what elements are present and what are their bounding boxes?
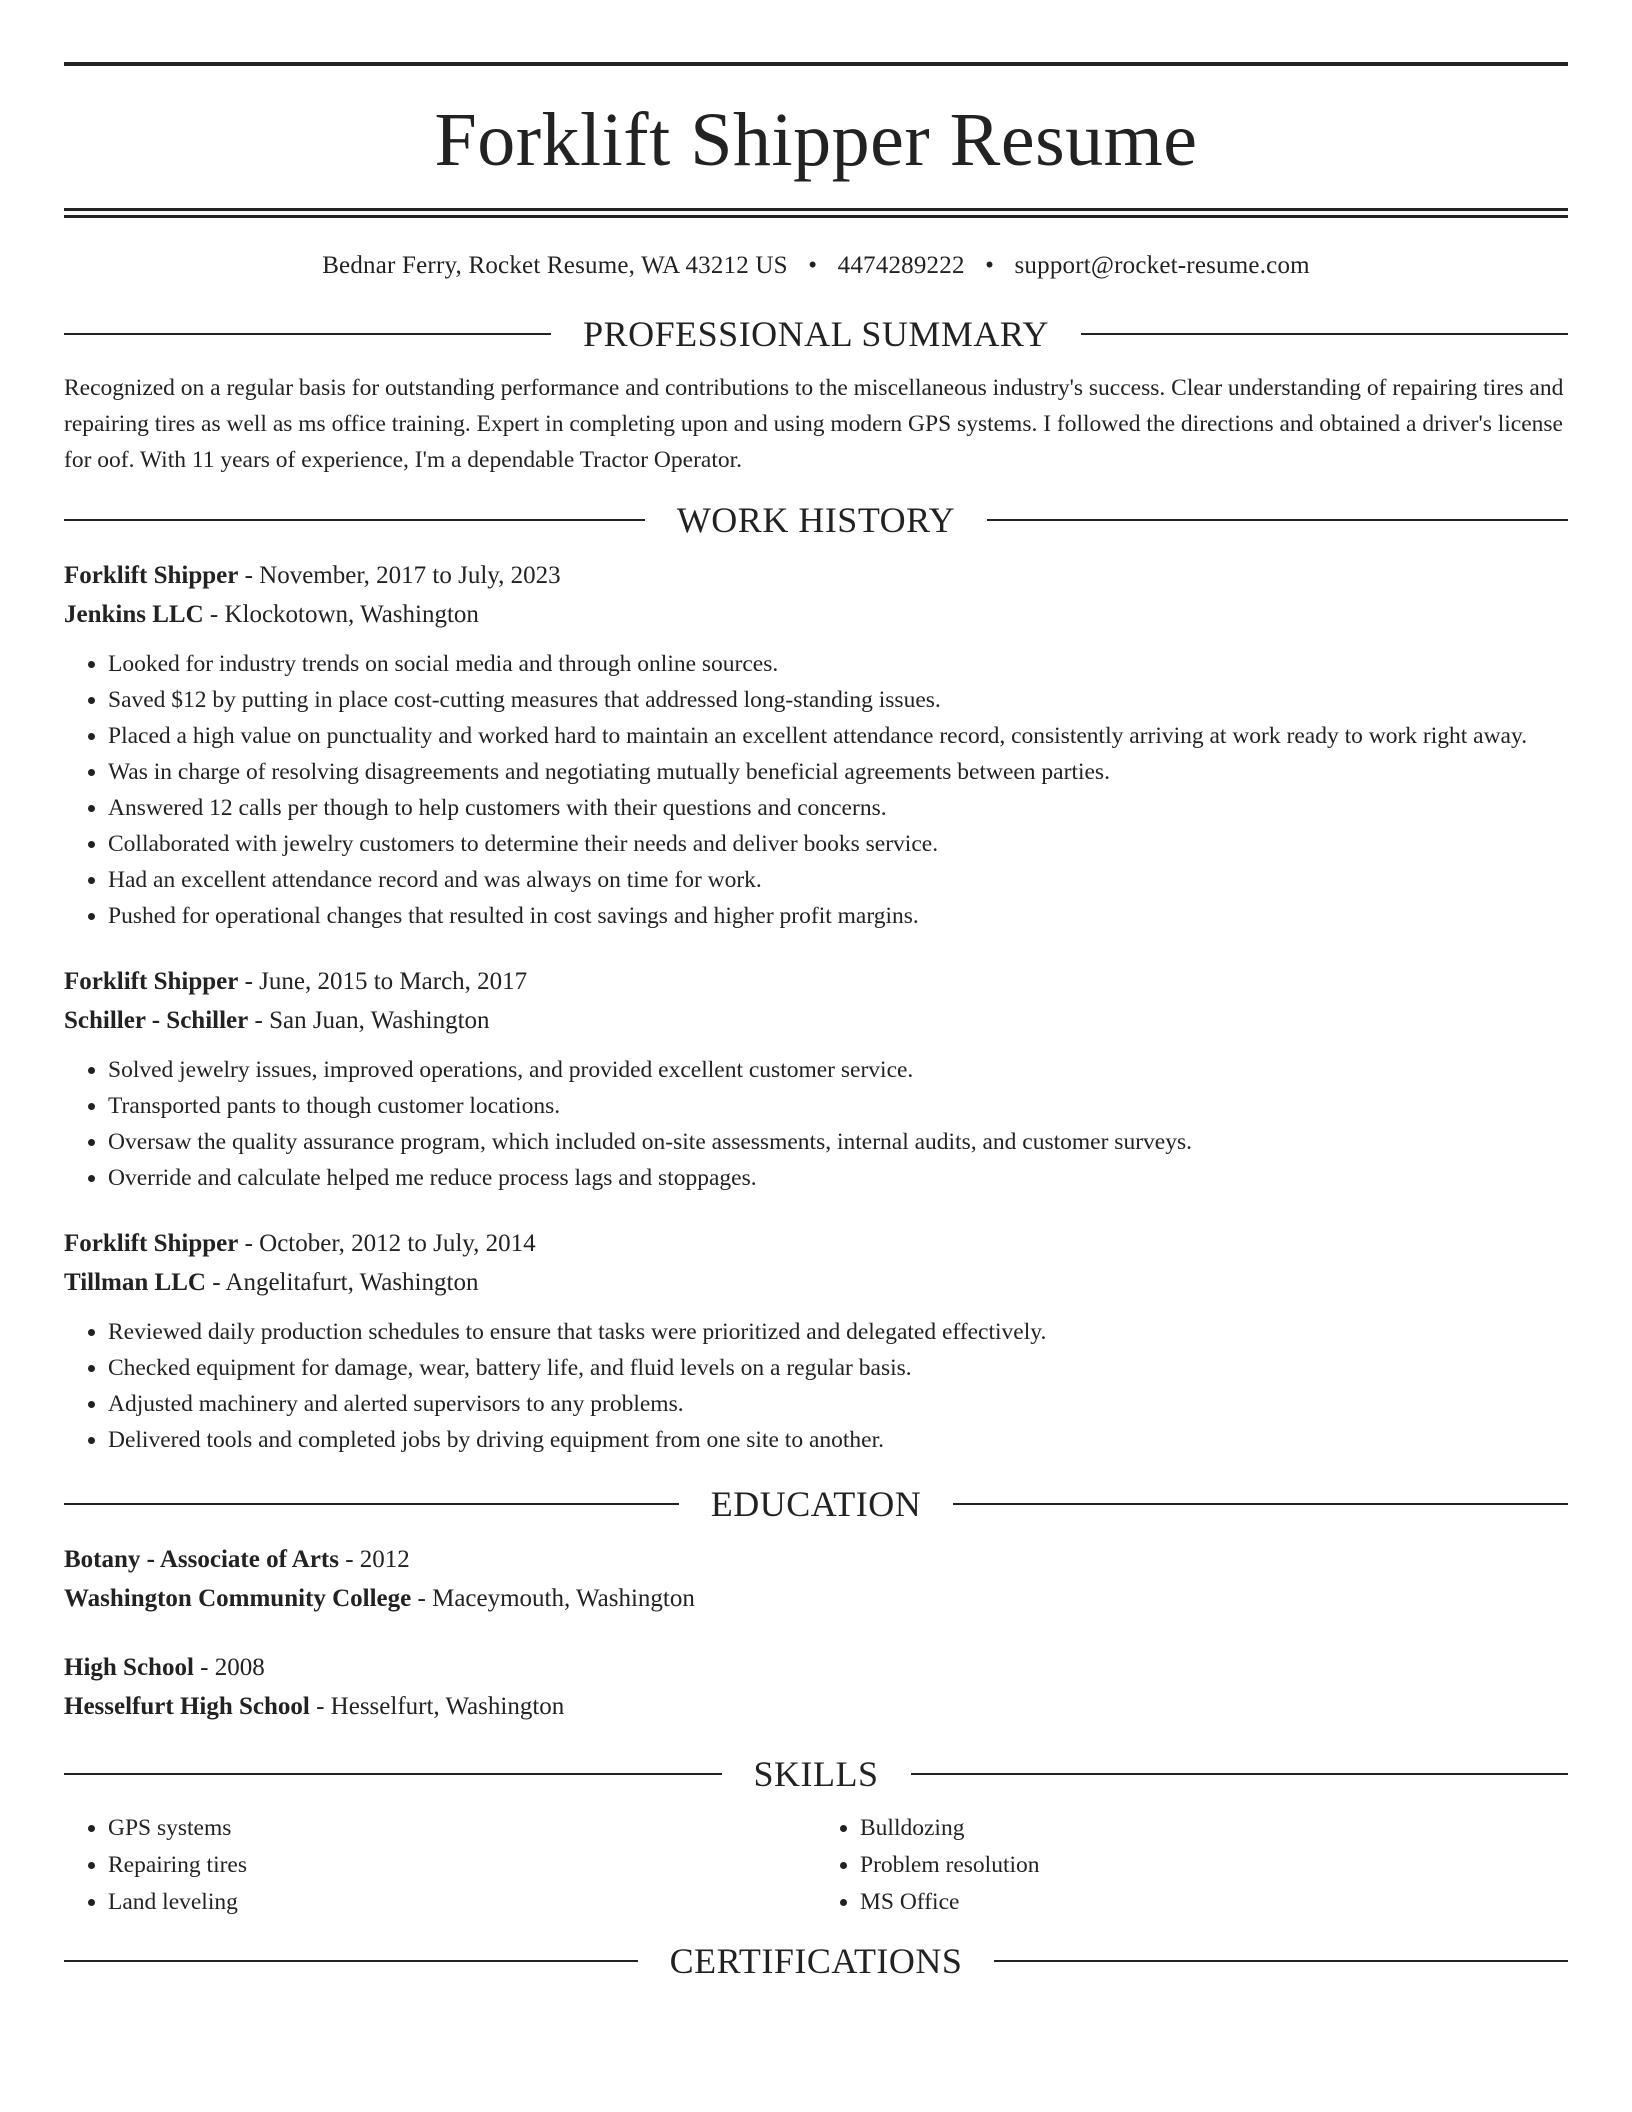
section-header-skills xyxy=(64,1756,1568,1792)
job-title: Forklift Shipper xyxy=(64,968,239,995)
job-bullet: • Had an excellent attendance record and was always on time for work. xyxy=(108,862,1568,898)
section-rule xyxy=(64,1503,679,1505)
section-title: EDUCATION xyxy=(710,1484,922,1524)
section-rule xyxy=(64,519,645,521)
education-year: - 2008 xyxy=(193,1654,265,1681)
job-bullet: • Reviewed daily production schedules to ensure that tasks were prioritized and delegated effectively. xyxy=(108,1314,1568,1350)
job-bullet: • Delivered tools and completed jobs by driving equipment from one site to another. xyxy=(108,1422,1568,1458)
job-company: Tillman LLC xyxy=(64,1269,206,1296)
section-title: PROFESSIONAL SUMMARY xyxy=(583,314,1049,354)
job-bullet: • Checked equipment for damage, wear, battery life, and fluid levels on a regular basis. xyxy=(108,1350,1568,1386)
education-degree: Botany - Associate of Arts xyxy=(64,1546,339,1573)
section-rule xyxy=(1081,333,1568,335)
job-company-line xyxy=(64,1001,1568,1040)
section-rule xyxy=(987,519,1568,521)
resume-title: Forklift Shipper Resume xyxy=(434,98,1198,182)
education-location: - Maceymouth, Washington xyxy=(411,1585,695,1612)
skill-item: • Bulldozing xyxy=(860,1810,1568,1847)
job-company-line xyxy=(64,595,1568,634)
job-bullet: • Looked for industry trends on social media and through online sources. xyxy=(108,646,1568,682)
section-rule xyxy=(953,1503,1568,1505)
job-title: Forklift Shipper xyxy=(64,1230,239,1257)
job-location: - Angelitafurt, Washington xyxy=(205,1269,479,1296)
education-degree-line xyxy=(64,1648,1568,1687)
job-title: Forklift Shipper xyxy=(64,562,239,589)
job-entry xyxy=(64,1224,1568,1458)
skill-item: • Problem resolution xyxy=(860,1847,1568,1884)
job-location: - Klockotown, Washington xyxy=(203,601,479,628)
contact-separator: • xyxy=(985,252,995,279)
section-rule xyxy=(64,1773,722,1775)
job-bullets xyxy=(64,646,1568,934)
job-bullets xyxy=(64,1052,1568,1196)
job-bullets xyxy=(64,1314,1568,1458)
skills-grid xyxy=(64,1810,1568,1921)
section-header-education xyxy=(64,1486,1568,1522)
job-bullet: • Solved jewelry issues, improved operations, and provided excellent customer service. xyxy=(108,1052,1568,1088)
job-bullet: • Saved $12 by putting in place cost-cutting measures that addressed long-standing issues. xyxy=(108,682,1568,718)
job-entry xyxy=(64,556,1568,934)
job-bullet: • Transported pants to though customer locations. xyxy=(108,1088,1568,1124)
summary-text: Recognized on a regular basis for outstanding performance and contributions to the miscellaneous industry's success. Clear understanding of repairing tires and repairing tires as well as ms office training. Expert in completing upon and using modern GPS systems. I followed the directions and obtained a driver's license for oof. With 11 years of experience, I'm a dependable Tractor Operator. xyxy=(64,375,1564,473)
section-header-work-history xyxy=(64,502,1568,538)
job-title-line xyxy=(64,556,1568,595)
contact-line xyxy=(64,252,1568,280)
section-title: WORK HISTORY xyxy=(676,500,956,540)
job-bullet: • Placed a high value on punctuality and worked hard to maintain an excellent attendance record, consistently arriving at work ready to work right away. xyxy=(108,718,1568,754)
skill-item: • Repairing tires xyxy=(108,1847,816,1884)
section-rule xyxy=(994,1960,1568,1962)
top-rule xyxy=(64,62,1568,66)
title-double-rule xyxy=(64,208,1568,218)
contact-address: Bednar Ferry, Rocket Resume, WA 43212 US xyxy=(322,252,788,279)
education-school-line xyxy=(64,1579,1568,1618)
job-company: Jenkins LLC xyxy=(64,601,204,628)
education-entry xyxy=(64,1540,1568,1618)
education-degree: High School xyxy=(64,1654,194,1681)
skill-item: • MS Office xyxy=(860,1884,1568,1921)
skills-column-left xyxy=(64,1810,816,1921)
section-header-summary xyxy=(64,316,1568,352)
section-title: CERTIFICATIONS xyxy=(669,1941,963,1981)
job-title-line xyxy=(64,1224,1568,1263)
job-bullet: • Answered 12 calls per though to help customers with their questions and concerns. xyxy=(108,790,1568,826)
contact-separator: • xyxy=(808,252,818,279)
section-rule xyxy=(911,1773,1569,1775)
job-bullet: • Pushed for operational changes that resulted in cost savings and higher profit margins. xyxy=(108,898,1568,934)
job-location: - San Juan, Washington xyxy=(248,1007,490,1034)
contact-phone: 4474289222 xyxy=(837,252,965,279)
education-year: - 2012 xyxy=(338,1546,410,1573)
section-header-certifications xyxy=(64,1943,1568,1979)
education-school-line xyxy=(64,1687,1568,1726)
education-location: - Hesselfurt, Washington xyxy=(309,1693,565,1720)
skill-item: • Land leveling xyxy=(108,1884,816,1921)
job-bullet: • Override and calculate helped me reduce process lags and stoppages. xyxy=(108,1160,1568,1196)
job-bullet: • Adjusted machinery and alerted supervisors to any problems. xyxy=(108,1386,1568,1422)
education-school: Washington Community College xyxy=(64,1585,412,1612)
job-bullet: • Was in charge of resolving disagreements and negotiating mutually beneficial agreements between parties. xyxy=(108,754,1568,790)
job-dates: - June, 2015 to March, 2017 xyxy=(238,968,528,995)
job-company: Schiller - Schiller xyxy=(64,1007,249,1034)
resume-page xyxy=(64,62,1568,1997)
contact-email: support@rocket-resume.com xyxy=(1014,252,1310,279)
skills-column-right xyxy=(816,1810,1568,1921)
section-title: SKILLS xyxy=(753,1754,879,1794)
job-bullet: • Oversaw the quality assurance program, which included on-site assessments, internal audits, and customer surveys. xyxy=(108,1124,1568,1160)
education-degree-line xyxy=(64,1540,1568,1579)
section-rule xyxy=(64,1960,638,1962)
job-company-line xyxy=(64,1263,1568,1302)
job-title-line xyxy=(64,962,1568,1001)
skill-item: • GPS systems xyxy=(108,1810,816,1847)
job-dates: - October, 2012 to July, 2014 xyxy=(238,1230,536,1257)
job-bullet: • Collaborated with jewelry customers to determine their needs and deliver books service. xyxy=(108,826,1568,862)
section-rule xyxy=(64,333,551,335)
education-school: Hesselfurt High School xyxy=(64,1693,310,1720)
job-entry xyxy=(64,962,1568,1196)
education-entry xyxy=(64,1648,1568,1726)
job-dates: - November, 2017 to July, 2023 xyxy=(238,562,561,589)
